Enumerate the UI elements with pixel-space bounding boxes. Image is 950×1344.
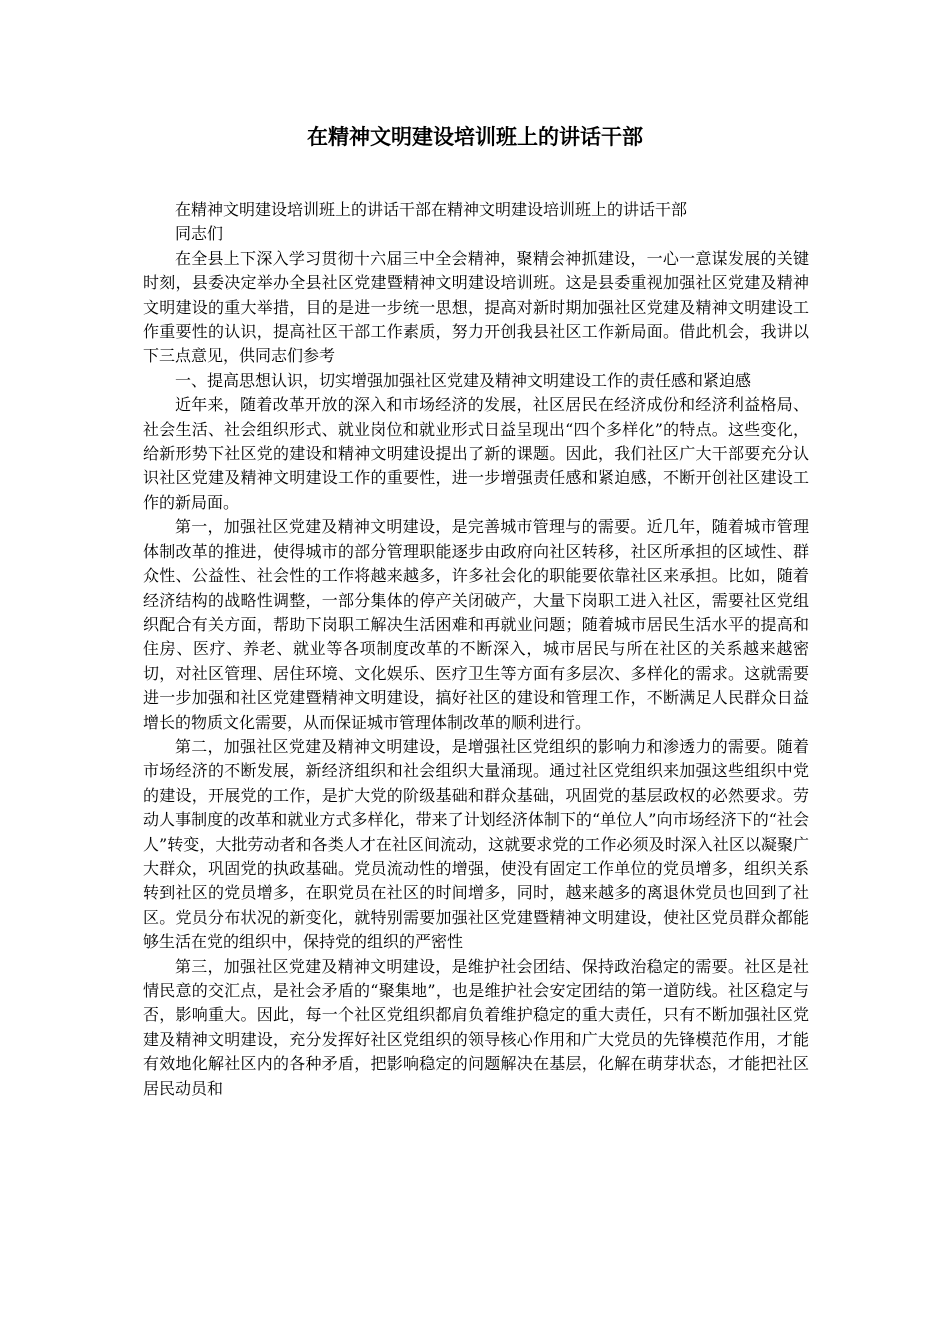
salutation: 同志们 — [175, 224, 224, 244]
section-heading-1: 一、提高思想认识，切实增强加强社区党建及精神文明建设工作的责任感和紧迫感 — [175, 370, 752, 390]
body-paragraph: 第一，加强社区党建及精神文明建设，是完善城市管理与的需要。近几年，随着城市管理体制改革的推进，使得城市的部分管理职能逐步由政府向社区转移，社区所承担的区域性、群众性、公益性、社会性的工作将越来越多，许多社会化的职能要依靠社区来承担。比如，随着经济结构的战略性调整，一部分集体的停产关闭破产，大量下岗职工进入社区，需要社区党组织配合有关方面，帮助下岗职工解决生活困难和再就业问题；随着城市居民生活水平的提高和住房、医疗、养老、就业等各项制度改革的不断深入，城市居民与所在社区的关系越来越密切，对社区管理、居住环境、文化娱乐、医疗卫生等方面有多层次、多样化的需求。这就需要进一步加强和社区党建暨精神文明建设，搞好社区的建设和管理工作，不断满足人民群众日益增长的物质文化需要，从而保证城市管理体制改革的顺利进行。 — [143, 517, 809, 732]
document-body — [143, 198, 809, 1101]
intro-repeat-line: 在精神文明建设培训班上的讲话干部在精神文明建设培训班上的讲话干部 — [175, 200, 688, 219]
opening-paragraph: 在全县上下深入学习贯彻十六届三中全会精神，聚精会神抓建设，一心一意谋发展的关键时刻，县委决定举办全县社区党建暨精神文明建设培训班。这是县委重视加强社区党建及精神文明建设的重大举措，目的是进一步统一思想，提高对新时期加强社区党建及精神文明建设工作重要性的认识，提高社区干部工作素质，努力开创我县社区工作新局面。借此机会，我讲以下三点意见，供同志们参考 — [143, 248, 809, 366]
body-paragraph: 第二，加强社区党建及精神文明建设，是增强社区党组织的影响力和渗透力的需要。随着市场经济的不断发展，新经济组织和社会组织大量涌现。通过社区党组织来加强这些组织中党的建设，开展党的工作，是扩大党的阶级基础和群众基础，巩固党的基层政权的必然要求。劳动人事制度的改革和就业方式多样化，带来了计划经济体制下的“单位人”向市场经济下的“社会人”转变，大批劳动者和各类人才在社区间流动，这就要求党的工作必须及时深入社区以凝聚广大群众，巩固党的执政基础。党员流动性的增强，使没有固定工作单位的党员增多，组织关系转到社区的党员增多，在职党员在社区的时间增多，同时，越来越多的离退休党员也回到了社区。党员分布状况的新变化，就特别需要加强社区党建暨精神文明建设，使社区党员群众都能够生活在党的组织中，保持党的组织的严密性 — [143, 736, 809, 952]
document-title: 在精神文明建设培训班上的讲话干部 — [307, 124, 643, 149]
body-paragraph: 近年来，随着改革开放的深入和市场经济的发展，社区居民在经济成份和经济利益格局、社会生活、社会组织形式、就业岗位和就业形式日益呈现出“四个多样化”的特点。这些变化，给新形势下社区党的建设和精神文明建设提出了新的课题。因此，我们社区广大干部要充分认识社区党建及精神文明建设工作的重要性，进一步增强责任感和紧迫感，不断开创社区建设工作的新局面。 — [143, 395, 809, 512]
body-paragraph: 第三，加强社区党建及精神文明建设，是维护社会团结、保持政治稳定的需要。社区是社情民意的交汇点，是社会矛盾的“聚集地”，也是维护社会安定团结的第一道防线。社区稳定与否，影响重大。因此，每一个社区党组织都肩负着维护稳定的重大责任，只有不断加强社区党建及精神文明建设，充分发挥好社区党组织的领导核心作用和广大党员的先锋模范作用，才能有效地化解社区内的各种矛盾，把影响稳定的问题解决在基层，化解在萌芽状态，才能把社区居民动员和 — [143, 956, 809, 1098]
